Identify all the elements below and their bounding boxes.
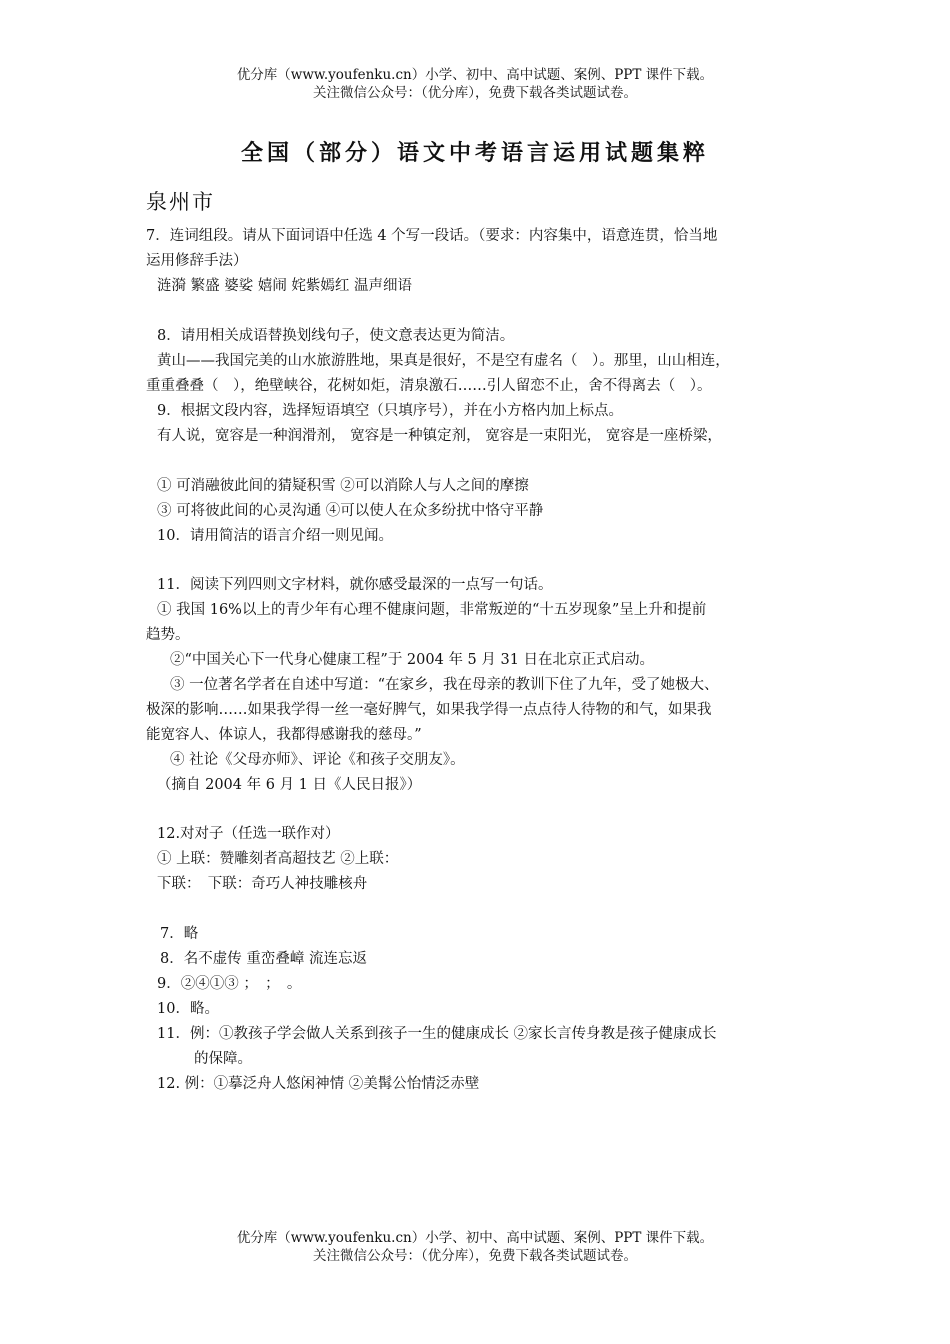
answer-line: 9．②④①③ ； ； 。	[157, 976, 302, 992]
section-heading-city: 泉州市	[146, 190, 215, 214]
text-line: 运用修辞手法）	[146, 253, 248, 269]
text-line: 12.对对子（任选一联作对）	[157, 826, 340, 842]
text-line: ① 上联：赞雕刻者高超技艺 ②上联：	[157, 851, 399, 867]
footer-line-2: 关注微信公众号：（优分库），免费下载各类试题试卷。	[313, 1248, 637, 1264]
text-line: 趋势。	[146, 627, 190, 643]
text-line: ① 我国 16%以上的青少年有心理不健康问题，非常叛逆的“十五岁现象”呈上升和提前	[157, 602, 707, 618]
text-line: ④ 社论《父母亦师》、评论《和孩子交朋友》。	[170, 752, 465, 768]
footer-line-1: 优分库（www.youfenku.cn）小学、初中、高中试题、案例、PPT 课件下载。	[236, 1230, 714, 1246]
text-line: 8．请用相关成语替换划线句子，使文意表达更为简洁。	[157, 328, 515, 344]
text-line: 下联： 下联：奇巧人神技雕核舟	[157, 876, 368, 892]
text-line: 极深的影响……如果我学得一丝一毫好脾气，如果我学得一点点待人待物的和气，如果我	[146, 702, 712, 718]
text-line: 重重叠叠（ ），绝壁峡谷，花树如炬，清泉激石……引人留恋不止，舍不得离去（ ）。	[146, 378, 712, 394]
text-line: 能宽容人、体谅人，我都得感谢我的慈母。”	[146, 727, 422, 743]
text-line: 11．阅读下列四则文字材料，就你感受最深的一点写一句话。	[157, 577, 553, 593]
document-title: 全国（部分）语文中考语言运用试题集粹	[240, 140, 709, 166]
page-footer	[0, 1229, 950, 1265]
text-line: ②“中国关心下一代身心健康工程”于 2004 年 5 月 31 日在北京正式启动。	[170, 652, 655, 668]
page-header	[0, 66, 950, 102]
answer-line: 11．例：①教孩子学会做人关系到孩子一生的健康成长 ②家长言传身教是孩子健康成长	[157, 1026, 717, 1042]
answer-line: 12. 例：①摹泛舟人悠闲神情 ②美髯公怡情泛赤壁	[157, 1076, 480, 1092]
text-line: ③ 可将彼此间的心灵沟通 ④可以使人在众多纷扰中恪守平静	[157, 503, 544, 519]
text-line: 涟漪 繁盛 婆娑 嬉闹 姹紫嫣红 温声细语	[157, 278, 413, 294]
text-line: ③ 一位著名学者在自述中写道：“在家乡，我在母亲的教训下住了九年，受了她极大、	[170, 677, 719, 693]
answer-line: 8．名不虚传 重峦叠嶂 流连忘返	[160, 951, 367, 967]
answer-line: 10．略。	[157, 1001, 219, 1017]
text-line: 10．请用简洁的语言介绍一则见闻。	[157, 528, 393, 544]
text-line: ① 可消融彼此间的猜疑积雪 ②可以消除人与人之间的摩擦	[157, 478, 529, 494]
text-line: 9．根据文段内容，选择短语填空（只填序号），并在小方格内加上标点。	[157, 403, 623, 419]
text-line: 有人说，宽容是一种润滑剂， 宽容是一种镇定剂， 宽容是一束阳光， 宽容是一座桥梁，	[157, 428, 722, 444]
header-line-2: 关注微信公众号：（优分库），免费下载各类试题试卷。	[313, 85, 637, 101]
text-line: 黄山——我国完美的山水旅游胜地，果真是很好，不是空有虚名（ ）。那里，山山相连，	[157, 353, 730, 369]
answer-line: 的保障。	[194, 1051, 252, 1067]
text-line: （摘自 2004 年 6 月 1 日《人民日报》）	[157, 777, 422, 793]
answer-line: 7．略	[160, 926, 199, 942]
text-line: 7．连词组段。请从下面词语中任选 4 个写一段话。（要求：内容集中，语意连贯，恰当地	[146, 228, 718, 244]
header-line-1: 优分库（www.youfenku.cn）小学、初中、高中试题、案例、PPT 课件下载。	[236, 67, 714, 83]
